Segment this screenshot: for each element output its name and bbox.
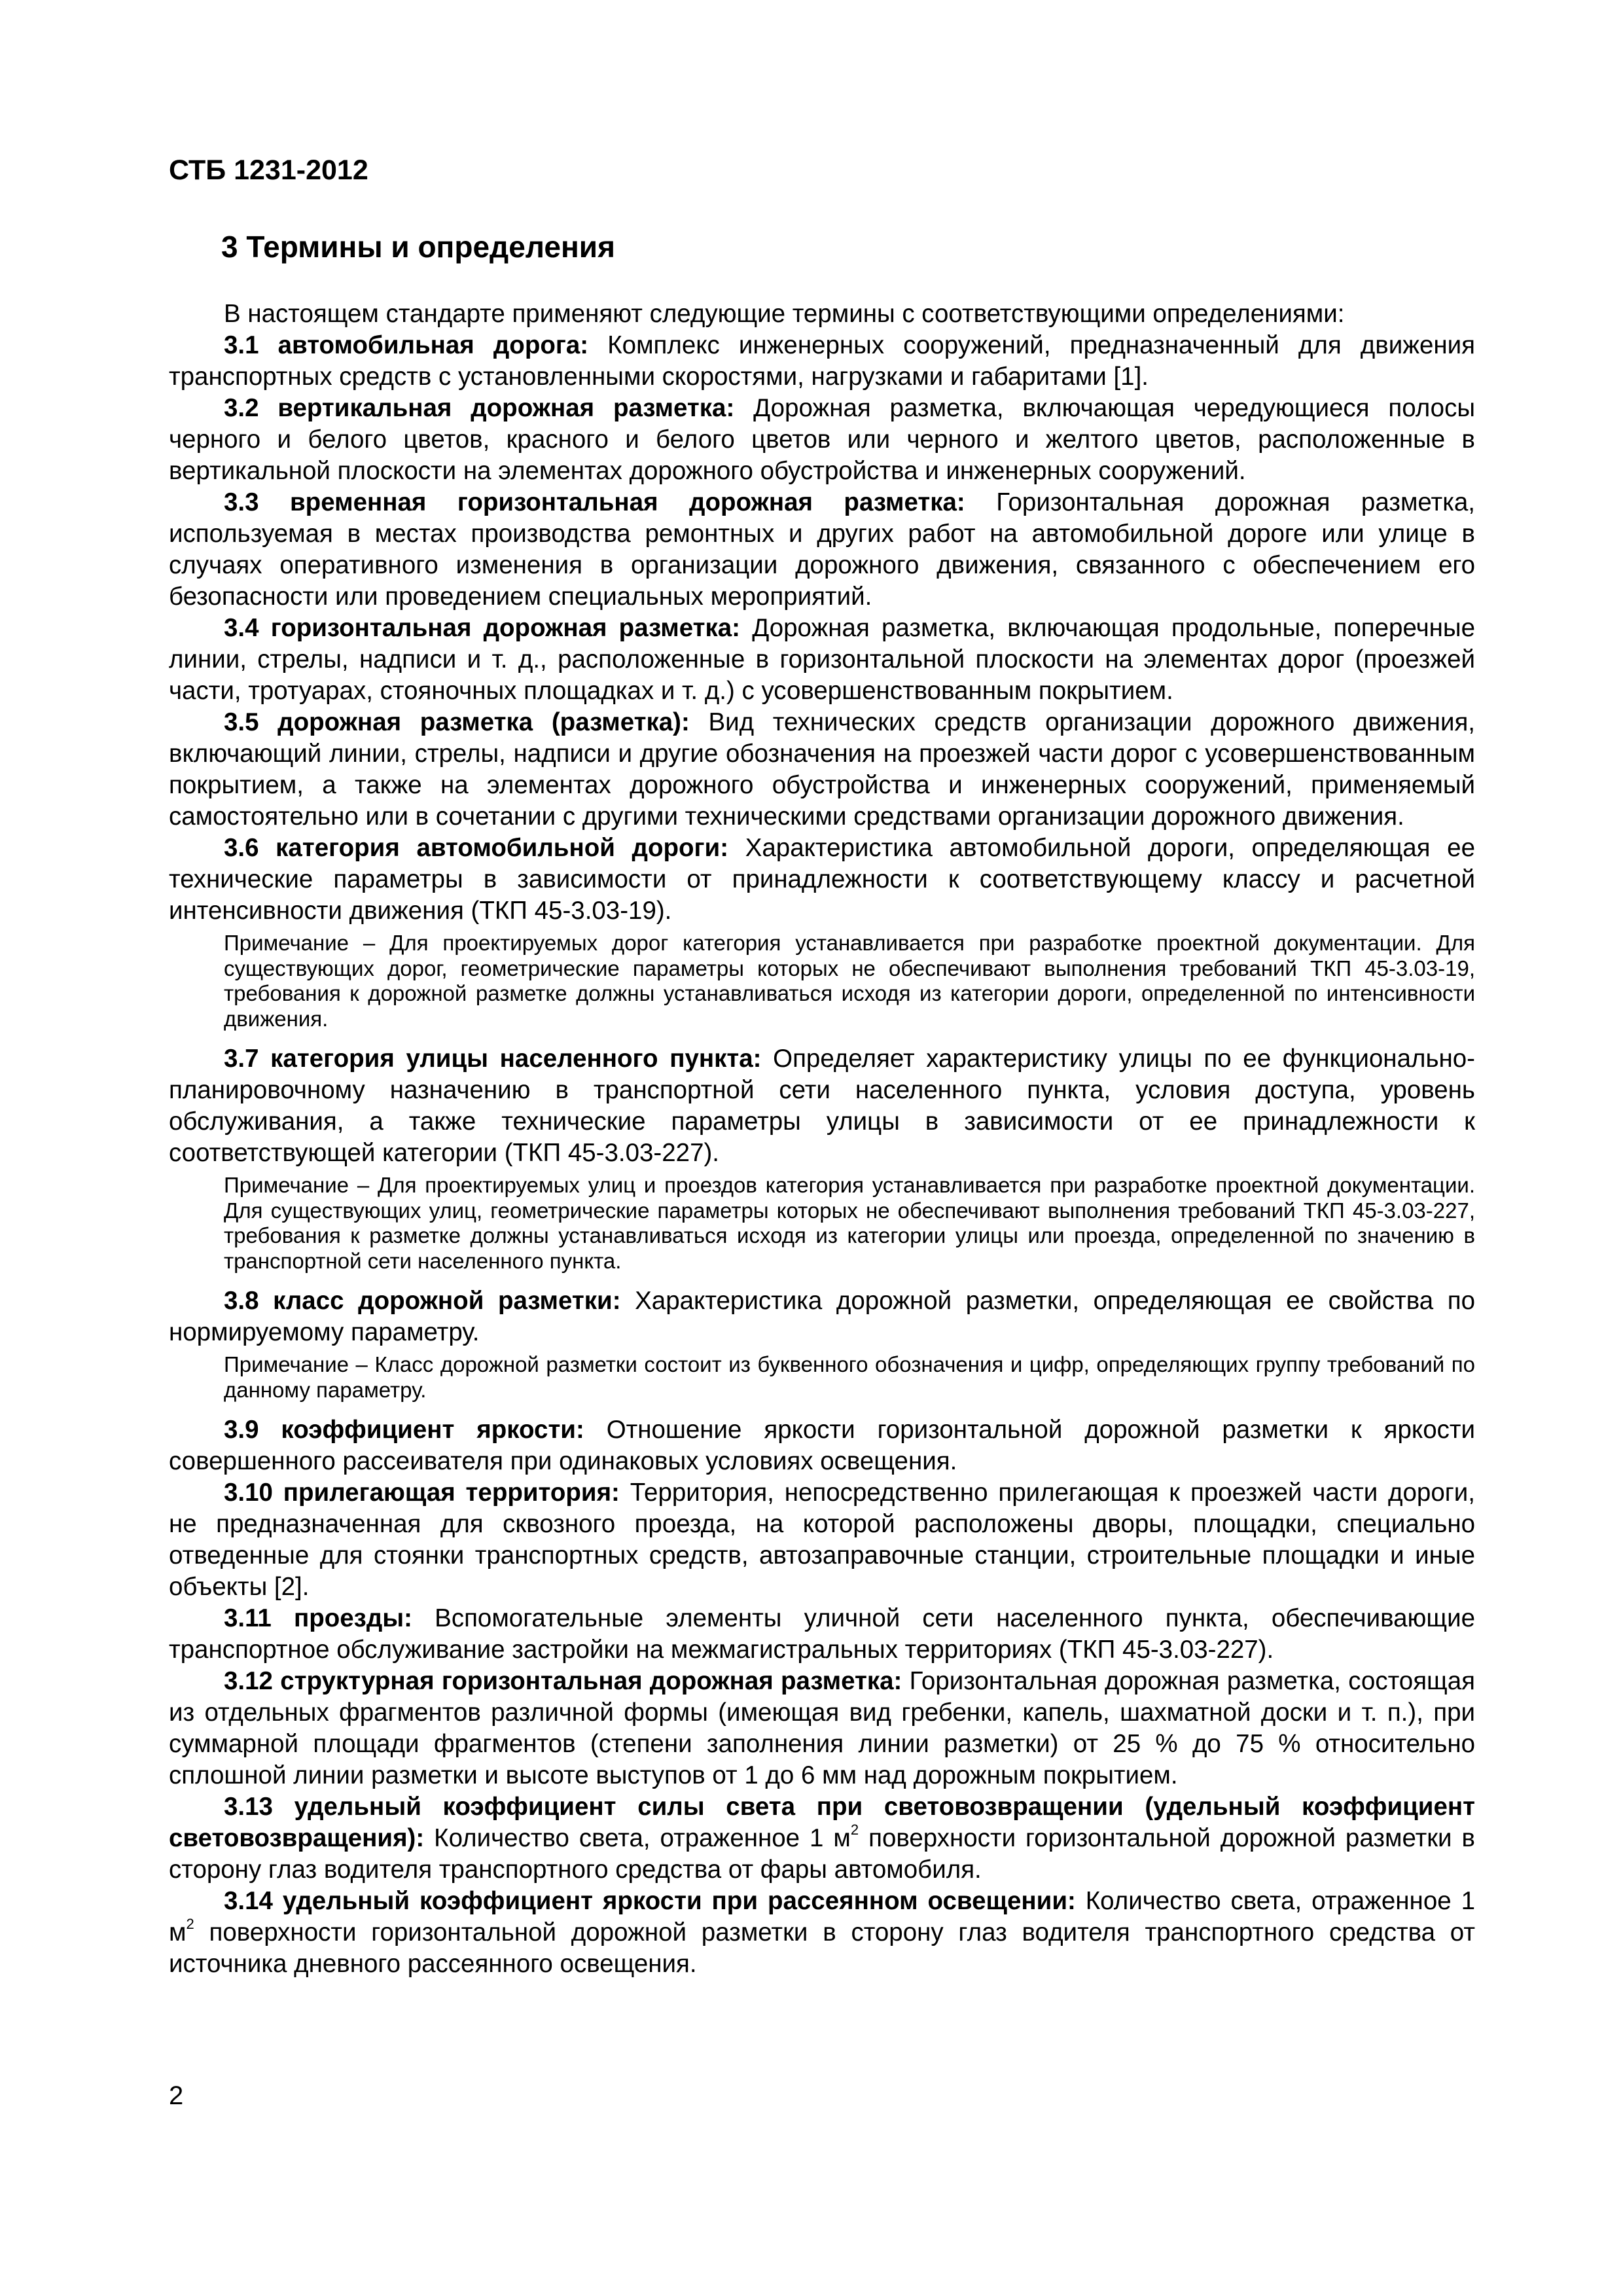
page-content xyxy=(169,229,1475,1980)
term-definition: Комплекс инженерных сооружений, предназначенный для движения транспортных средств с установленными скоростями, нагрузками и габаритами [1]. xyxy=(169,331,1475,391)
term-3-1 xyxy=(169,330,1475,393)
term-3-12 xyxy=(169,1666,1475,1791)
term-3-4 xyxy=(169,613,1475,707)
term-3-10 xyxy=(169,1477,1475,1603)
term-definition: Количество света, отраженное 1 м xyxy=(169,1887,1475,1946)
term-label: 3.12 структурная горизонтальная дорожная разметка: xyxy=(224,1667,902,1695)
term-label: 3.11 проезды: xyxy=(224,1604,412,1632)
term-label: 3.3 временная горизонтальная дорожная разметка: xyxy=(224,488,965,516)
term-definition: Отношение яркости горизонтальной дорожной разметки к яркости совершенного рассеивателя при одинаковых условиях освещения. xyxy=(169,1416,1475,1475)
term-3-14 xyxy=(169,1886,1475,1980)
term-3-7 xyxy=(169,1043,1475,1169)
term-definition: Дорожная разметка, включающая продольные, поперечные линии, стрелы, надписи и т. д., расположенные в горизонтальной плоскости на элементах дорог (проезжей части, тротуарах, стояночных площадках и т. д.) с усовершенствованным покрытием. xyxy=(169,614,1475,705)
note-3-7: Примечание – Для проектируемых улиц и проездов категория устанавливается при разработке проектной документации. Для существующих улиц, геометрические параметры которых не обеспечивают выполнения требований ТКП 45-3.03-227, требования к разметке должны устанавливаться исходя из категории улицы или проезда, определенной по значению в транспортной сети населенного пункта. xyxy=(224,1173,1475,1273)
term-definition-cont: поверхности горизонтальной дорожной разметки в сторону глаз водителя транспортного средства от фары автомобиля. xyxy=(169,1824,1475,1884)
term-3-5 xyxy=(169,707,1475,833)
term-label: 3.6 категория автомобильной дороги: xyxy=(224,834,729,862)
term-label: 3.2 вертикальная дорожная разметка: xyxy=(224,394,735,422)
term-definition: Горизонтальная дорожная разметка, используемая в местах производства ремонтных и других работ на автомобильной дороге или улице в случаях оперативного изменения в организации дорожного движения, связанного с обеспечением его безопасности или проведением специальных мероприятий. xyxy=(169,488,1475,611)
term-3-6 xyxy=(169,833,1475,927)
superscript: 2 xyxy=(186,1916,194,1932)
term-definition: Характеристика дорожной разметки, определяющая ее свойства по нормируемому параметру. xyxy=(169,1287,1475,1346)
term-label: 3.10 прилегающая территория: xyxy=(224,1479,620,1507)
term-3-3 xyxy=(169,487,1475,613)
term-definition: Дорожная разметка, включающая чередующиеся полосы черного и белого цветов, красного и белого цветов или черного и желтого цветов, расположенные в вертикальной плоскости на элементах дорожного обустройства и инженерных сооружений. xyxy=(169,394,1475,485)
term-label: 3.8 класс дорожной разметки: xyxy=(224,1287,621,1315)
document-id: СТБ 1231-2012 xyxy=(169,154,368,186)
term-label: 3.7 категория улицы населенного пункта: xyxy=(224,1045,762,1073)
term-3-8 xyxy=(169,1285,1475,1348)
term-definition: Определяет характеристику улицы по ее функционально-планировочному назначению в транспортной сети населенного пункта, условия доступа, уровень обслуживания, а также технические параметры улицы в зависимости от ее принадлежности к соответствующей категории (ТКП 45-3.03-227). xyxy=(169,1045,1475,1167)
term-definition: Вспомогательные элементы уличной сети населенного пункта, обеспечивающие транспортное обслуживание застройки на межмагистральных территориях (ТКП 45-3.03-227). xyxy=(169,1604,1476,1664)
term-definition: Вид технических средств организации дорожного движения, включающий линии, стрелы, надписи и другие обозначения на проезжей части дорог с усовершенствованным покрытием, а также на элементах дорожного обустройства и инженерных сооружений, применяемый самостоятельно или в сочетании с другими техническими средствами организации дорожного движения. xyxy=(169,708,1475,831)
term-definition: Горизонтальная дорожная разметка, состоящая из отдельных фрагментов различной формы (имеющая вид гребенки, капель, шахматной доски и т. п.), при суммарной площади фрагментов (степени заполнения линии разметки) от 25 % до 75 % относительно сплошной линии разметки и высоте выступов от 1 до 6 мм над дорожным покрытием. xyxy=(169,1667,1475,1789)
term-label: 3.13 удельный коэффициент силы света при световозвращении (удельный коэффициент световозвращения): xyxy=(169,1793,1475,1852)
term-definition: Территория, непосредственно прилегающая к проезжей части дороги, не предназначенная для сквозного проезда, на которой расположены дворы, площадки, специально отведенные для стоянки транспортных средств, автозаправочные станции, строительные площадки и иные объекты [2]. xyxy=(169,1479,1475,1601)
term-definition: Количество света, отраженное 1 м xyxy=(424,1824,851,1852)
term-label: 3.9 коэффициент яркости: xyxy=(224,1416,584,1444)
note-3-8: Примечание – Класс дорожной разметки состоит из буквенного обозначения и цифр, определяющих группу требований по данному параметру. xyxy=(224,1352,1475,1402)
term-label: 3.4 горизонтальная дорожная разметка: xyxy=(224,614,741,642)
term-3-9 xyxy=(169,1414,1475,1477)
term-definition: Характеристика автомобильной дороги, определяющая ее технические параметры в зависимости от принадлежности к соответствующему классу и расчетной интенсивности движения (ТКП 45-3.03-19). xyxy=(169,834,1475,925)
note-3-6: Примечание – Для проектируемых дорог категория устанавливается при разработке проектной документации. Для существующих дорог, геометрические параметры которых не обеспечивают выполнения требований ТКП 45-3.03-19, требования к дорожной разметке должны устанавливаться исходя из категории дороги, определенной по интенсивности движения. xyxy=(224,931,1475,1031)
term-label: 3.14 удельный коэффициент яркости при рассеянном освещении: xyxy=(224,1887,1076,1915)
section-intro: В настоящем стандарте применяют следующие термины с соответствующими определениями: xyxy=(224,300,1345,328)
term-3-13 xyxy=(169,1791,1475,1886)
section-title: 3 Термины и определения xyxy=(221,230,615,264)
term-definition-cont: поверхности горизонтальной дорожной разметки в сторону глаз водителя транспортного средства от источника дневного рассеянного освещения. xyxy=(169,1918,1475,1978)
page-number: 2 xyxy=(169,2081,184,2110)
term-label: 3.5 дорожная разметка (разметка): xyxy=(224,708,690,736)
term-3-11 xyxy=(169,1603,1475,1666)
term-label: 3.1 автомобильная дорога: xyxy=(224,331,589,359)
superscript: 2 xyxy=(850,1821,859,1838)
term-3-2 xyxy=(169,393,1475,487)
